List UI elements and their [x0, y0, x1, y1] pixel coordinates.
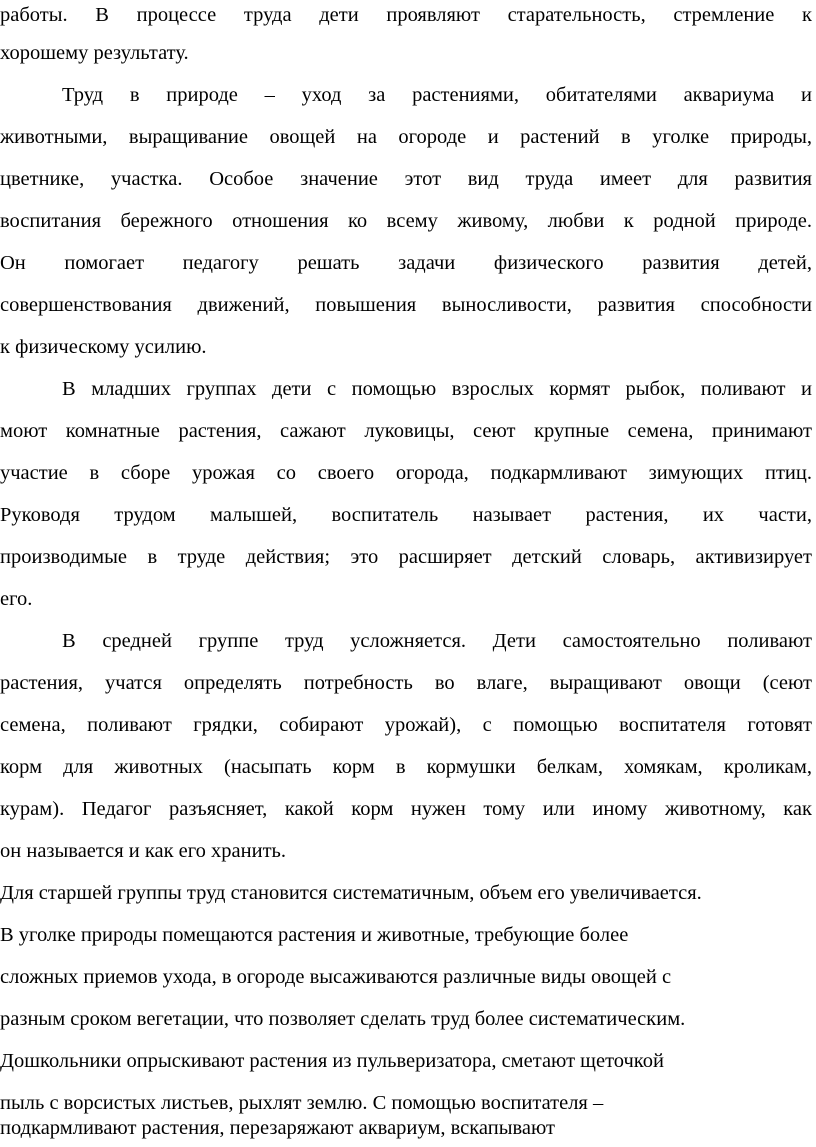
text-line: его.: [0, 588, 33, 610]
text-line: Руководя трудом малышей, воспитатель называет растения, их части,: [0, 504, 812, 526]
text-line: растения, учатся определять потребность во влаге, выращивают овощи (сеют: [0, 672, 812, 694]
text-line: сложных приемов ухода, в огороде высаживаются различные виды овощей с: [0, 966, 672, 988]
text-line: В уголке природы помещаются растения и животные, требующие более: [0, 924, 629, 946]
paragraph-start-line: В младших группах дети с помощью взрослых кормят рыбок, поливают и: [62, 378, 812, 400]
text-line: производимые в труде действия; это расширяет детский словарь, активизирует: [0, 546, 812, 568]
paragraph-start-line: Труд в природе – уход за растениями, обитателями аквариума и: [62, 84, 812, 106]
text-line: работы. В процессе труда дети проявляют старательность, стремление к: [0, 4, 812, 26]
text-line: подкармливают растения, перезаряжают аквариум, вскапывают: [0, 1117, 556, 1139]
text-line: совершенствования движений, повышения выносливости, развития способности: [0, 294, 812, 316]
text-line: цветнике, участка. Особое значение этот вид труда имеет для развития: [0, 168, 812, 190]
text-line: Дошкольники опрыскивают растения из пульверизатора, сметают щеточкой: [0, 1050, 664, 1072]
text-line: пыль с ворсистых листьев, рыхлят землю. С помощью воспитателя –: [0, 1092, 604, 1114]
text-line: корм для животных (насыпать корм в кормушки белкам, хомякам, кроликам,: [0, 756, 812, 778]
text-line: Он помогает педагогу решать задачи физического развития детей,: [0, 252, 812, 274]
text-line: воспитания бережного отношения ко всему живому, любви к родной природе.: [0, 210, 812, 232]
text-line: к физическому усилию.: [0, 336, 207, 358]
text-line: курам). Педагог разъясняет, какой корм нужен тому или иному животному, как: [0, 798, 812, 820]
text-line: хорошему результату.: [0, 42, 189, 64]
text-line: животными, выращивание овощей на огороде и растений в уголке природы,: [0, 126, 812, 148]
text-line: моют комнатные растения, сажают луковицы, сеют крупные семена, принимают: [0, 420, 812, 442]
text-line: участие в сборе урожая со своего огорода, подкармливают зимующих птиц.: [0, 462, 812, 484]
paragraph-start-line: Для старшей группы труд становится систематичным, объем его увеличивается.: [0, 882, 702, 904]
paragraph-start-line: В средней группе труд усложняется. Дети самостоятельно поливают: [62, 630, 812, 652]
text-line: семена, поливают грядки, собирают урожай), с помощью воспитателя готовят: [0, 714, 812, 736]
text-line: разным сроком вегетации, что позволяет сделать труд более систематическим.: [0, 1008, 686, 1030]
text-line: он называется и как его хранить.: [0, 840, 287, 862]
